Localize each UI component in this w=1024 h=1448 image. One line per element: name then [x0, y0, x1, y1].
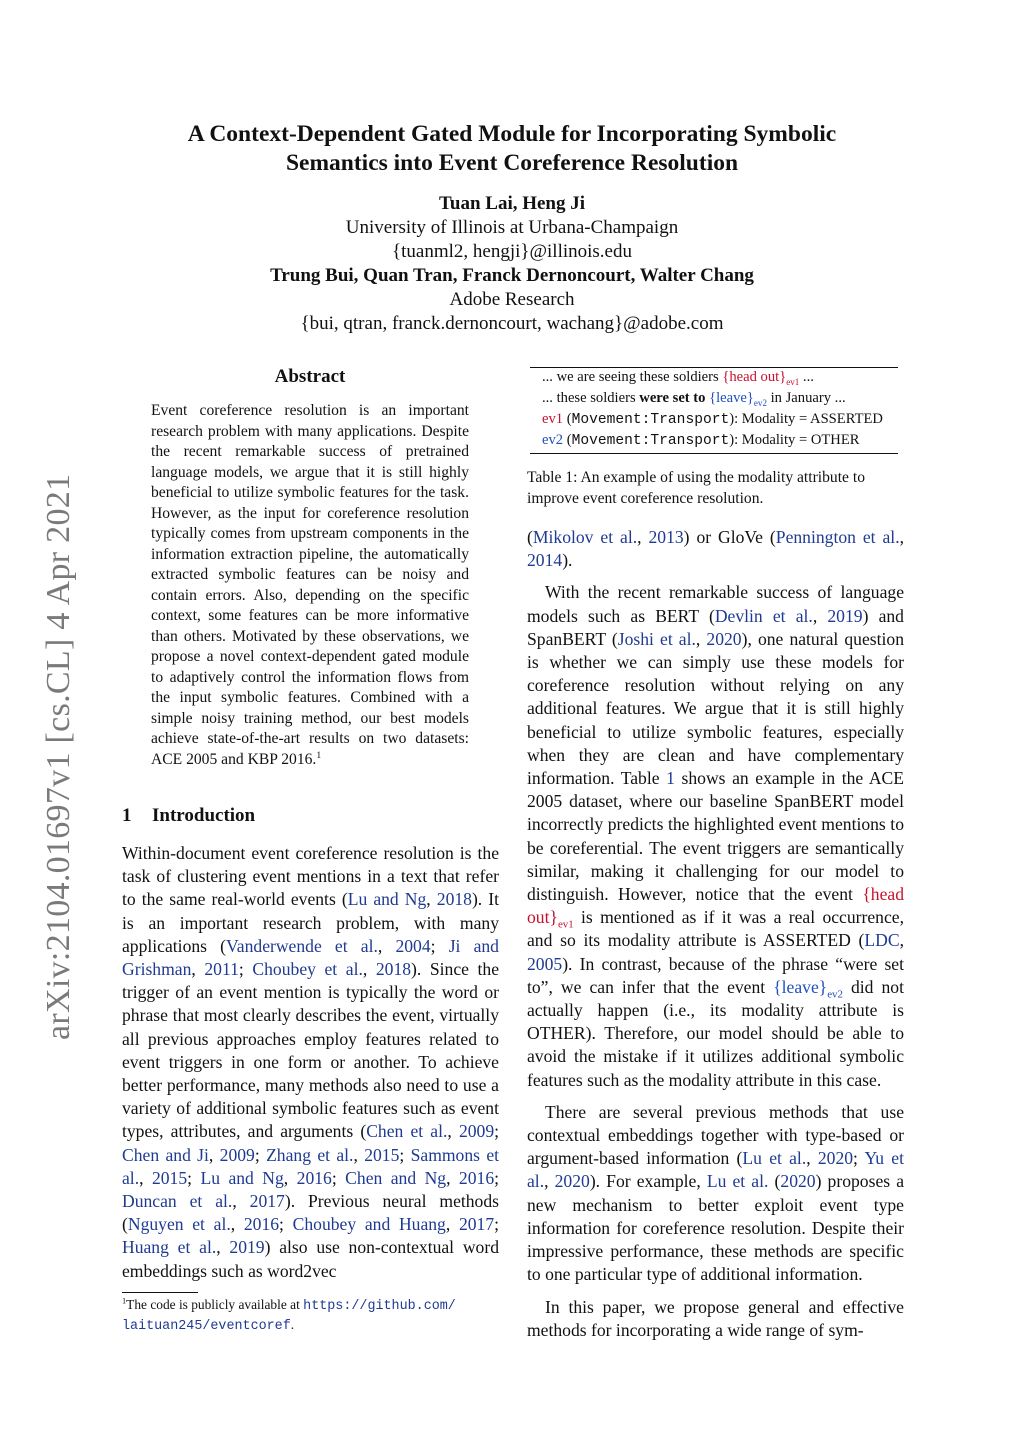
- trigger-ev1: {head out}: [722, 369, 787, 385]
- table-row-3: ev1 (Movement:Transport): Modality = ASSERTED: [542, 411, 883, 428]
- footnote: [122, 1296, 502, 1336]
- intro-paragraph-1: Within-document event coreference resolution is the task of clustering event mentions in a text that refer to the same real-world events (Lu and Ng, 2018). It is an important research problem, with many applications (Vanderwende et al., 2004; Ji and Grishman, 2011; Choubey et al., 2018). Since the trigger of an event mention is typically the word or phrase that most clearly describes the event, virtually all previous approaches employ features related to event triggers in one form or another. To achieve better performance, many methods also need to use a variety of additional symbolic features such as event types, attributes, and arguments (Chen et al., 2009; Chen and Ji, 2009; Zhang et al., 2015; Sammons et al., 2015; Lu and Ng, 2016; Chen and Ng, 2016; Duncan et al., 2017). Previous neural methods (Nguyen et al., 2016; Choubey and Huang, 2017; Huang et al., 2019) also use non-contextual word embeddings such as word2vec: [122, 843, 500, 1281]
- citation-link[interactable]: 2014: [527, 550, 563, 571]
- citation-link[interactable]: Choubey et al.: [252, 959, 363, 980]
- intro-paragraph-1-cont: (Mikolov et al., 2013) or GloVe (Pennington et al., 2014).: [527, 527, 904, 571]
- event-type: Movement:Transport: [571, 412, 730, 428]
- table-ref-link[interactable]: 1: [666, 768, 675, 789]
- citation-link[interactable]: LDC: [864, 930, 900, 951]
- citation-link[interactable]: Pennington et al.: [775, 527, 900, 547]
- abstract-footnote-mark: 1: [316, 749, 322, 761]
- citation-link[interactable]: 2019: [229, 1237, 265, 1258]
- trigger-ev1-sub: ev1: [786, 376, 800, 387]
- footnote-end: .: [290, 1317, 295, 1332]
- citation-link[interactable]: Devlin et al.: [714, 605, 813, 626]
- citation-link[interactable]: Lu et al.: [706, 1171, 769, 1192]
- citation-link[interactable]: Chen and Ji: [122, 1144, 209, 1165]
- citation-link[interactable]: 2005: [527, 953, 563, 974]
- section-title: Introduction: [152, 805, 256, 826]
- citation-link[interactable]: 2020: [706, 628, 742, 649]
- arxiv-stamp: arXiv:2104.01697v1 [cs.CL] 4 Apr 2021: [40, 473, 77, 1040]
- title-line-2: Semantics into Event Coreference Resolution: [285, 150, 739, 176]
- affiliation-1: University of Illinois at Urbana-Champaign: [345, 217, 679, 238]
- trigger-ev2: {leave}: [709, 390, 754, 406]
- citation-link[interactable]: 2009: [219, 1144, 255, 1165]
- citation-link[interactable]: Sammons et al.: [122, 1144, 500, 1188]
- intro-right-column: [527, 526, 904, 1351]
- abstract-text: Event coreference resolution is an important research problem with many applications. Despite the recent remarkable success of pretrained language models, we argue that it is still highly beneficial to utilize symbolic features for the task. However, as the input for coreference resolution typically comes from upstream components in the information extraction pipeline, the automatically extracted symbolic features can be noisy and contain errors. Also, depending on the specific context, some features can be more informative than others. Motivated by these observations, we propose a novel context-dependent gated module to adaptively control the information flows from the input symbolic features. Combined with a simple noisy training method, our best models achieve state-of-the-art results on two datasets: ACE 2005 and KBP 2016.: [151, 402, 469, 768]
- trigger-ev1-inline: {head $out\}_{ev1}$: [527, 884, 904, 931]
- citation-link[interactable]: Chen and Ng: [345, 1167, 447, 1188]
- intro-paragraph-4: In this paper, we propose general and effective methods for incorporating a wide range of sym-: [527, 1296, 904, 1340]
- footnote-text: The code is publicly available at: [126, 1297, 304, 1312]
- authors-group-1: Tuan Lai, Heng Ji: [438, 193, 586, 214]
- authors-group-2: Trung Bui, Quan Tran, Franck Dernoncourt, Walter Chang: [270, 265, 754, 286]
- citation-link[interactable]: Joshi et al.: [617, 628, 696, 649]
- citation-link[interactable]: 2015: [151, 1167, 188, 1188]
- abstract-body: [151, 401, 469, 770]
- citation-link[interactable]: 2017: [249, 1191, 285, 1212]
- table-row-2: [542, 388, 902, 409]
- footnote-url-part-2[interactable]: laituan245/eventcoref: [122, 1319, 291, 1334]
- citation-link[interactable]: 2016: [243, 1214, 280, 1235]
- citation-link[interactable]: Huang et al.: [122, 1237, 217, 1258]
- footnote-url-part-1[interactable]: https://github.com/: [303, 1299, 456, 1314]
- modality-text: ): Modality = ASSERTED: [729, 411, 883, 427]
- event-type: Movement:Transport: [571, 433, 730, 449]
- trigger-ev2-inline: $\{leave\}_{ev2}$: [773, 976, 843, 1001]
- citation-link[interactable]: 2020: [554, 1171, 590, 1192]
- citation-link[interactable]: 2018: [436, 889, 472, 910]
- table-row-4: ev2 (Movement:Transport): Modality = OTHER: [542, 432, 860, 449]
- citation-link[interactable]: Vanderwende et al.: [226, 935, 378, 956]
- citation-link[interactable]: Chen et al.: [366, 1121, 448, 1142]
- intro-paragraph-2: With the recent remarkable success of language models such as BERT (Devlin et al., 2019) and SpanBERT (Joshi et al., 2020), one natural question is whether we can simply use these models for coreference resolution without relying on any additional features. We argue that it is still highly beneficial to utilize symbolic features, especially when they are clean and have complementary information. Table 1 shows an example in the ACE 2005 dataset, where our baseline SpanBERT model incorrectly predicts the highlighted event mentions to be coreferential. The event triggers are semantically similar, making it challenging for our model to distinguish. However, notice that the event {head $out\}_{ev1}$ is mentioned as if it was a real occurrence, and so its modality attribute is ASSERTED (LDC, 2005). In contrast, because of the phrase “were set to”, we can infer that the event $\{leave\}_{ev2}$ did not actually happen (i.e., its modality attribute is OTHER). Therefore, our model should be able to avoid the mistake if it utilizes additional symbolic features such as the modality attribute in this case.: [527, 582, 905, 1090]
- citation-link[interactable]: Nguyen et al.: [127, 1214, 231, 1235]
- table-row-1: [542, 367, 902, 388]
- citation-link[interactable]: Lu and Ng: [347, 889, 427, 910]
- ev2-label: ev2: [542, 432, 564, 448]
- citation-link[interactable]: 2018: [375, 959, 412, 980]
- intro-paragraph-3: There are several previous methods that use contextual embeddings together with type-based or argument-based information (Lu et al., 2020; Yu et al., 2020). For example, Lu et al. (2020) proposes a new mechanism to better exploit event type information for coreference resolution. Despite their impressive performance, these methods are specific to one particular type of additional information.: [527, 1101, 905, 1285]
- citation-link[interactable]: 2009: [458, 1121, 495, 1142]
- modality-text: ): Modality = OTHER: [729, 432, 860, 448]
- citation-link[interactable]: Lu et al.: [742, 1148, 807, 1169]
- section-number: 1: [122, 805, 132, 826]
- trigger-ev2-sub: ev2: [753, 397, 767, 408]
- table-text: in January ...: [766, 390, 846, 406]
- table-text: ... we are seeing these soldiers: [542, 369, 723, 385]
- section-heading-introduction: [122, 805, 255, 827]
- citation-link[interactable]: Zhang et al.: [266, 1144, 354, 1165]
- citation-link[interactable]: Lu and Ng: [200, 1167, 284, 1188]
- table-bottom-rule: [530, 453, 898, 454]
- email-1: {tuanml2, hengji}@illinois.edu: [392, 241, 632, 262]
- citation-link[interactable]: Ji and Grishman: [122, 935, 499, 980]
- email-2: {bui, qtran, franck.dernoncourt, wachang}@adobe.com: [300, 313, 724, 334]
- citation-link[interactable]: 2019: [827, 605, 863, 626]
- title-line-1: A Context-Dependent Gated Module for Incorporating Symbolic: [187, 121, 837, 147]
- intro-left-column: [122, 842, 499, 1292]
- table-bold-text: were set to: [639, 390, 706, 406]
- citation-link[interactable]: 2016: [458, 1167, 495, 1188]
- affiliation-2: Adobe Research: [449, 289, 575, 310]
- table-caption: Table 1: An example of using the modality attribute to improve event coreference resolution.: [527, 469, 865, 507]
- ev1-label: ev1: [542, 411, 564, 427]
- citation-link[interactable]: 2016: [296, 1167, 332, 1188]
- table-text: ...: [799, 369, 814, 385]
- paper-title: [110, 120, 914, 178]
- footnote-rule: [122, 1292, 198, 1293]
- citation-link[interactable]: 2015: [364, 1144, 400, 1165]
- citation-link[interactable]: 2020: [817, 1148, 854, 1169]
- citation-link[interactable]: Yu et al.: [527, 1148, 904, 1192]
- citation-link[interactable]: Choubey and Huang: [292, 1214, 446, 1235]
- citation-link[interactable]: Duncan et al.: [122, 1191, 233, 1212]
- abstract-heading: Abstract: [274, 366, 346, 387]
- citation-link[interactable]: 2004: [395, 935, 431, 956]
- citation-link[interactable]: Mikolov et al.: [532, 527, 638, 547]
- citation-link[interactable]: 2011: [204, 959, 239, 980]
- citation-link[interactable]: 2020: [780, 1171, 816, 1192]
- citation-link[interactable]: 2013: [648, 527, 684, 547]
- table-text: ... these soldiers: [542, 390, 640, 406]
- footnote-mark: 1: [122, 1296, 127, 1306]
- citation-link[interactable]: 2017: [458, 1214, 495, 1235]
